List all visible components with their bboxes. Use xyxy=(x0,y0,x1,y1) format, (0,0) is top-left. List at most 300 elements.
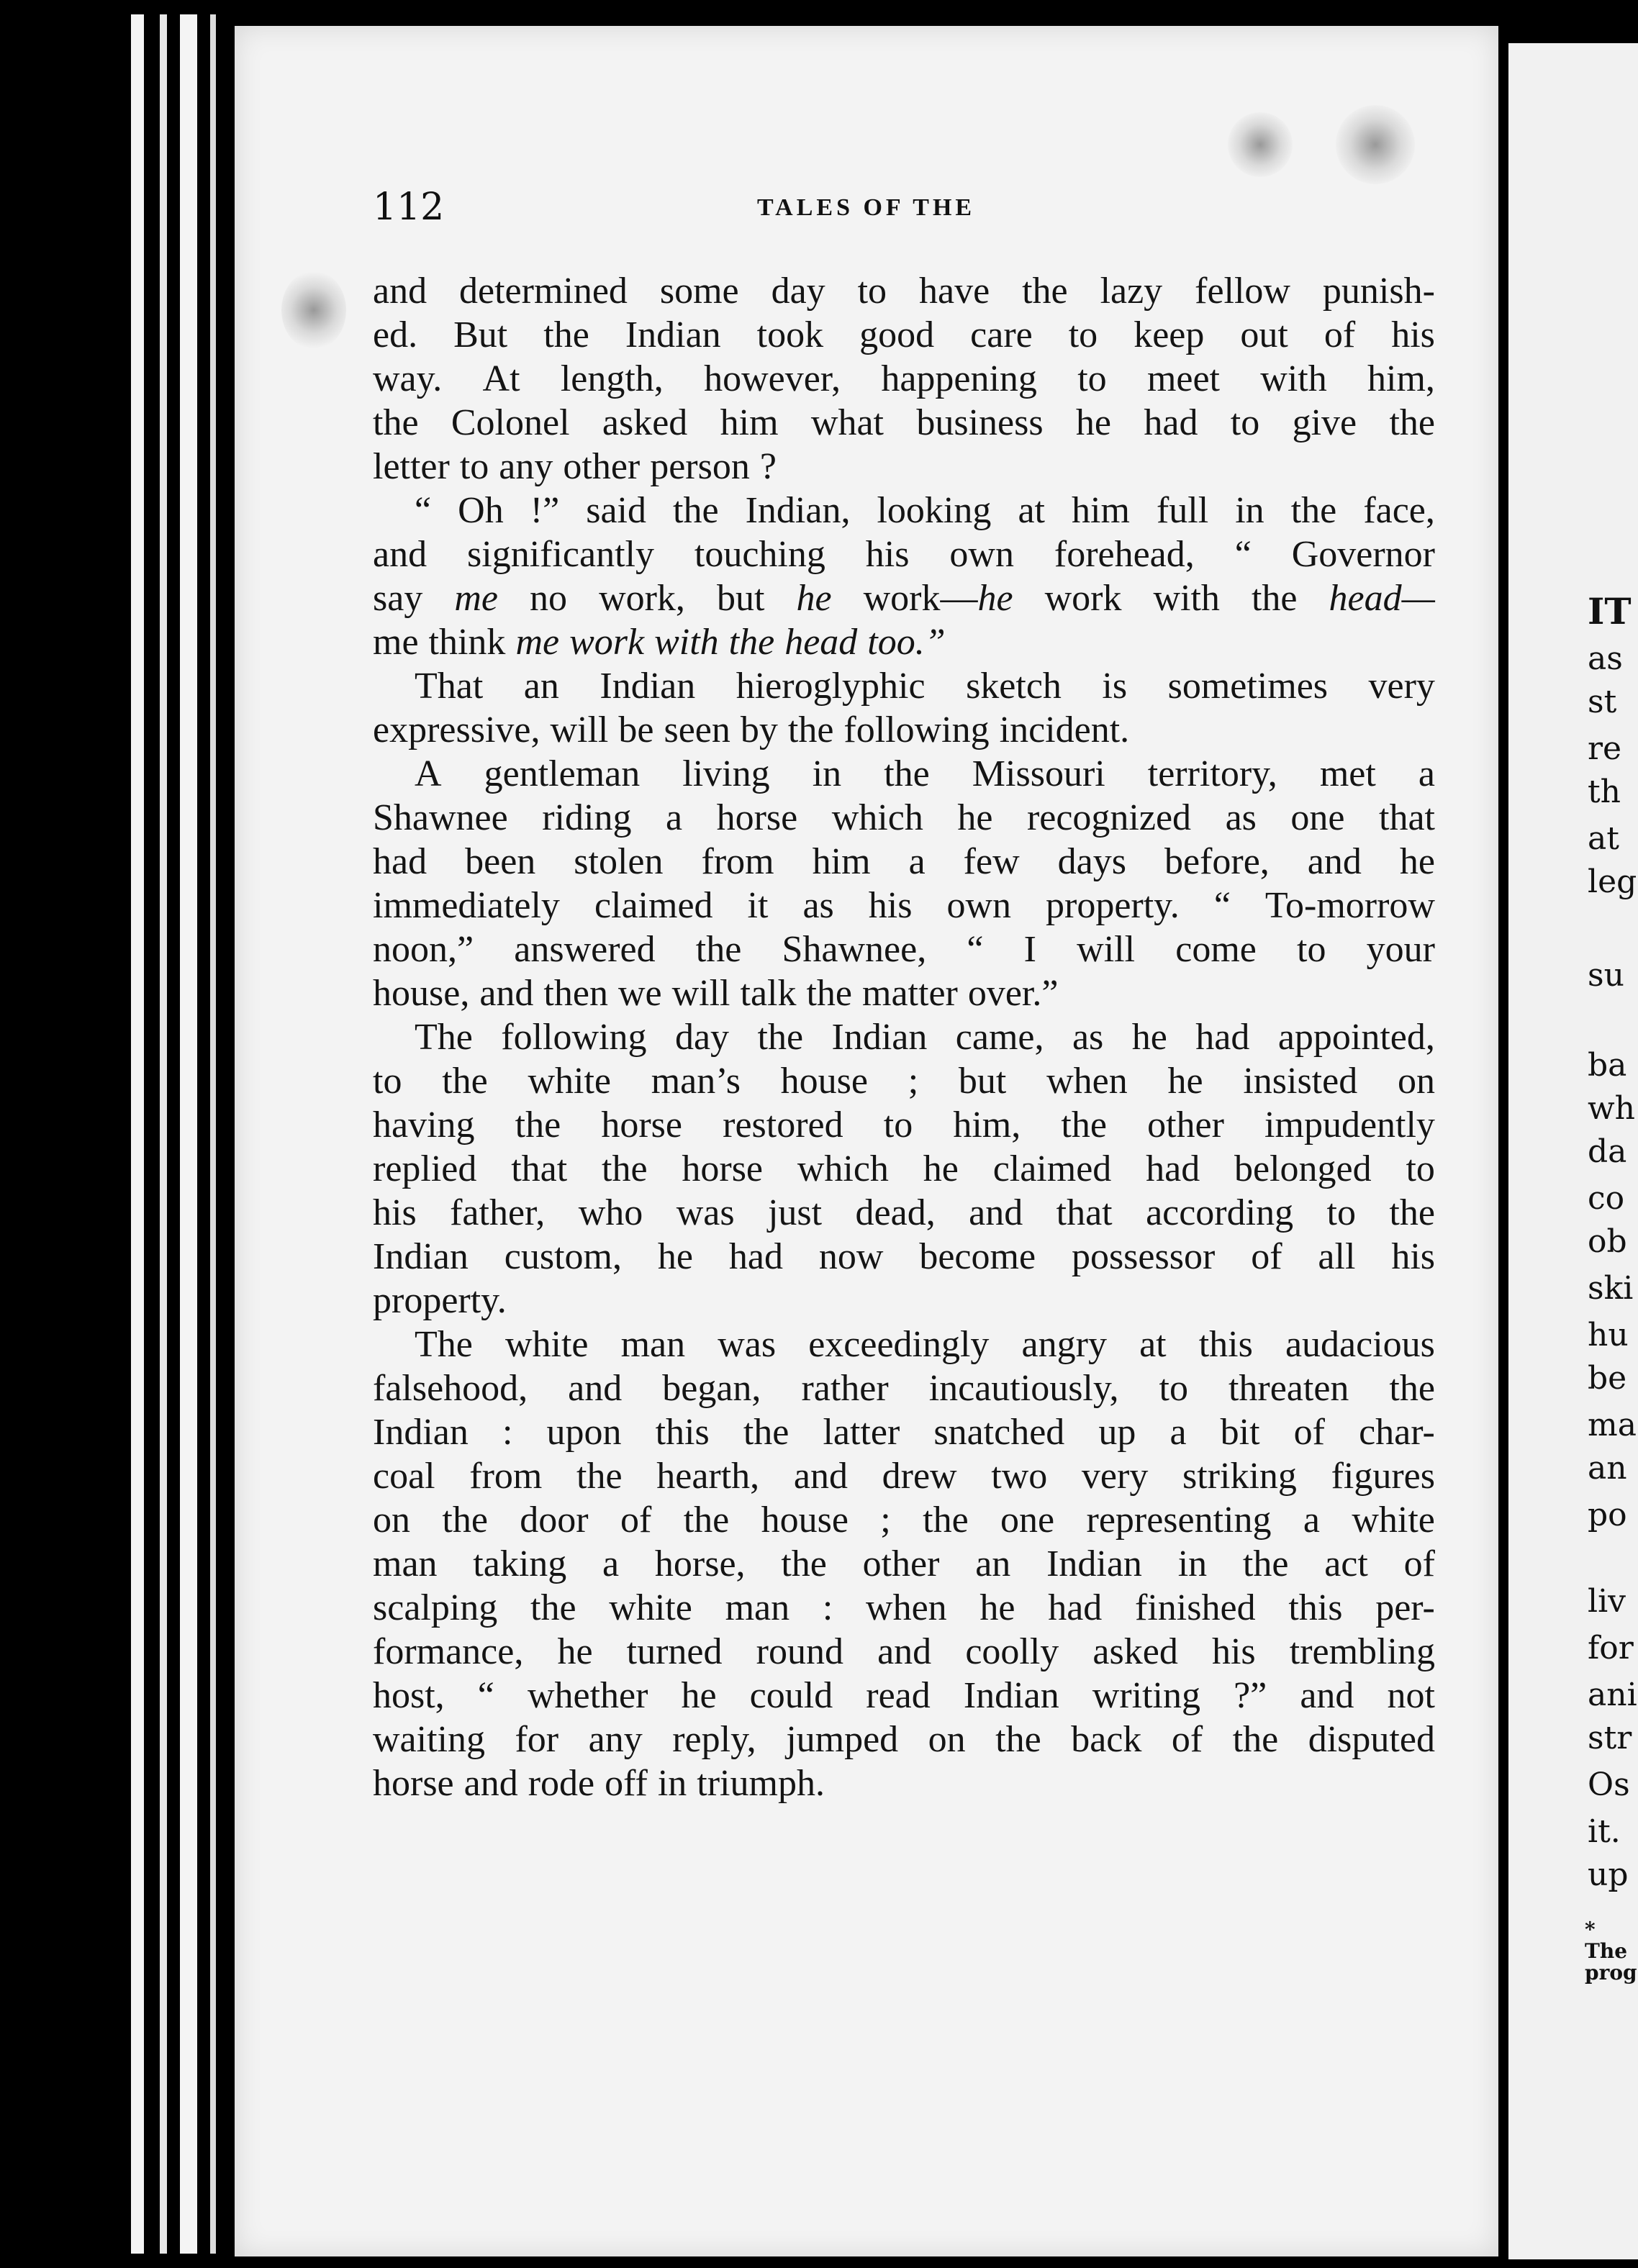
facing-page-fragment: IT xyxy=(1588,590,1632,632)
text-line xyxy=(373,1586,1435,1630)
word: to xyxy=(459,446,489,487)
word: hieroglyphic xyxy=(736,666,926,707)
word: very xyxy=(1368,666,1435,707)
word: was xyxy=(676,1192,735,1233)
word: belonged xyxy=(1234,1148,1372,1189)
word: me xyxy=(373,622,419,663)
word: asked xyxy=(602,402,688,443)
word: Indian xyxy=(599,666,696,707)
word: the xyxy=(576,1456,623,1497)
word: : xyxy=(502,1412,513,1453)
word: property. xyxy=(373,1280,507,1321)
word: care xyxy=(970,314,1033,355)
word: the xyxy=(1242,1543,1289,1584)
word: which xyxy=(797,1148,889,1189)
text-line xyxy=(373,489,1435,532)
word: one xyxy=(1290,797,1345,838)
text-line xyxy=(373,1454,1435,1498)
facing-page-fragment: hu xyxy=(1588,1317,1629,1353)
word: have xyxy=(919,271,990,312)
word: been xyxy=(465,841,536,882)
text-line xyxy=(373,1103,1435,1147)
word: face, xyxy=(1363,490,1435,531)
word: of xyxy=(1171,1719,1203,1760)
word: looking xyxy=(877,490,992,531)
word: on xyxy=(373,1500,410,1541)
text-line xyxy=(373,752,1435,796)
word: having xyxy=(373,1104,475,1146)
word: At xyxy=(482,358,520,399)
word: lazy xyxy=(1100,271,1163,312)
word: dead, xyxy=(855,1192,936,1233)
word: him xyxy=(1072,490,1130,531)
word: will xyxy=(671,973,730,1014)
word: in xyxy=(1177,1543,1208,1584)
word: following xyxy=(501,1017,647,1058)
word: just xyxy=(767,1192,823,1233)
word: few xyxy=(963,841,1020,882)
word: as xyxy=(802,885,834,926)
word: horse, xyxy=(654,1543,746,1584)
word: property. xyxy=(1046,885,1180,926)
word: but xyxy=(716,578,765,619)
word: Missouri xyxy=(972,753,1105,794)
word: off xyxy=(605,1763,648,1804)
word: very xyxy=(1081,1456,1149,1497)
word: talk xyxy=(740,973,797,1014)
word: latter xyxy=(823,1412,900,1453)
word: : xyxy=(822,1587,833,1628)
word: the xyxy=(995,1719,1041,1760)
word: ; xyxy=(880,1500,891,1541)
page-edge-stripe xyxy=(160,14,167,2254)
word: when xyxy=(1046,1061,1128,1102)
word: to xyxy=(1068,314,1098,355)
word: That xyxy=(415,666,484,707)
word: rode xyxy=(528,1763,595,1804)
word: any xyxy=(588,1719,643,1760)
word: head— xyxy=(1329,578,1435,619)
text-line xyxy=(373,1718,1435,1761)
word: finished xyxy=(1135,1587,1256,1628)
word: the xyxy=(1389,1368,1435,1409)
word: horse xyxy=(682,1148,764,1189)
word: will xyxy=(1077,929,1136,970)
word: but xyxy=(958,1061,1007,1102)
body-text xyxy=(373,269,1435,1805)
word: and xyxy=(463,1763,518,1804)
word: rather xyxy=(801,1368,889,1409)
facing-page-fragment: ski xyxy=(1588,1270,1634,1307)
word: horse xyxy=(601,1104,682,1146)
word: the xyxy=(515,1104,561,1146)
word: Governor xyxy=(1291,534,1435,575)
word: jumped xyxy=(786,1719,899,1760)
word: had xyxy=(1146,1148,1200,1189)
word: the xyxy=(673,490,719,531)
word: door xyxy=(520,1500,589,1541)
facing-page-fragment: ob xyxy=(1588,1223,1627,1260)
facing-page-fragment: up xyxy=(1588,1856,1629,1893)
text-line xyxy=(373,269,1435,313)
word: person xyxy=(650,446,750,487)
word: other xyxy=(563,446,641,487)
word: was xyxy=(718,1324,777,1365)
word: touching xyxy=(694,534,825,575)
word: at xyxy=(1018,490,1045,531)
facing-page-fragment: * xyxy=(1585,1918,1596,1941)
word: for xyxy=(515,1719,559,1760)
word: Oh xyxy=(458,490,504,531)
word: this xyxy=(1288,1587,1343,1628)
word: head xyxy=(784,622,858,663)
word: the xyxy=(1251,578,1298,619)
word: and xyxy=(479,973,534,1014)
word: letter xyxy=(373,446,450,487)
word: which xyxy=(831,797,923,838)
word: took xyxy=(756,314,824,355)
word: forehead, xyxy=(1054,534,1195,575)
word: this xyxy=(1198,1324,1253,1365)
word: with xyxy=(1260,358,1327,399)
word: taking xyxy=(473,1543,567,1584)
word: exceedingly xyxy=(808,1324,990,1365)
word: is xyxy=(1102,666,1128,707)
word: two xyxy=(991,1456,1048,1497)
word: began, xyxy=(662,1368,761,1409)
word: triumph. xyxy=(697,1763,825,1804)
word: host, xyxy=(373,1675,445,1716)
facing-page-fragment: ani xyxy=(1588,1677,1637,1713)
word: work xyxy=(1044,578,1122,619)
word: I xyxy=(1023,929,1036,970)
word: we xyxy=(617,973,662,1014)
word: the xyxy=(728,622,775,663)
word: stolen xyxy=(574,841,664,882)
word: ; xyxy=(908,1061,919,1102)
left-page xyxy=(235,26,1498,2256)
word: sketch xyxy=(966,666,1062,707)
word: had xyxy=(373,841,427,882)
word: Colonel xyxy=(451,402,570,443)
word: and xyxy=(877,1631,932,1672)
word: But xyxy=(453,314,508,355)
word: “ xyxy=(477,1675,494,1716)
word: meet xyxy=(1146,358,1221,399)
word: whether xyxy=(527,1675,648,1716)
word: determined xyxy=(459,271,628,312)
word: angry xyxy=(1021,1324,1107,1365)
word: house xyxy=(761,1500,849,1541)
word: incautiously, xyxy=(928,1368,1119,1409)
word: the xyxy=(743,1412,789,1453)
word: a xyxy=(1169,1412,1187,1453)
word: read xyxy=(866,1675,931,1716)
facing-page-fragment: re xyxy=(1588,730,1622,767)
text-line xyxy=(373,840,1435,884)
word: from xyxy=(469,1456,543,1497)
ink-smudge xyxy=(1228,112,1293,177)
word: Indian xyxy=(373,1412,469,1453)
word: his xyxy=(868,885,913,926)
word: own xyxy=(946,885,1012,926)
text-line xyxy=(373,1761,1435,1805)
word: then xyxy=(543,973,608,1014)
page-edge-stripe xyxy=(210,14,216,2254)
word: A xyxy=(415,753,442,794)
word: man xyxy=(725,1587,790,1628)
word: to xyxy=(1159,1368,1188,1409)
word: according xyxy=(1146,1192,1294,1233)
word: fellow xyxy=(1195,271,1290,312)
word: man xyxy=(620,1324,686,1365)
word: seen xyxy=(664,709,730,750)
word: day xyxy=(771,271,825,312)
word: with xyxy=(654,622,719,663)
word: the xyxy=(442,1500,488,1541)
word: following xyxy=(843,709,990,750)
word: round xyxy=(756,1631,843,1672)
word: writing xyxy=(1092,1675,1200,1716)
word: he xyxy=(1131,1017,1167,1058)
word: of xyxy=(1323,314,1356,355)
word: punish- xyxy=(1322,271,1435,312)
word: char- xyxy=(1359,1412,1435,1453)
word: by xyxy=(740,709,778,750)
text-line xyxy=(373,1498,1435,1542)
text-line xyxy=(373,664,1435,708)
word: “ xyxy=(415,490,432,531)
text-line xyxy=(373,445,1435,489)
word: before, xyxy=(1164,841,1270,882)
word: to xyxy=(1230,402,1260,443)
facing-page-fragment: it. xyxy=(1588,1813,1621,1850)
word: to xyxy=(1077,358,1107,399)
word: on xyxy=(1397,1061,1435,1102)
word: his xyxy=(865,534,910,575)
facing-page-fragment: at xyxy=(1588,820,1619,857)
word: possessor xyxy=(1071,1236,1216,1277)
word: the xyxy=(787,709,834,750)
word: the xyxy=(373,402,419,443)
word: Shawnee xyxy=(373,797,508,838)
word: Shawnee, xyxy=(782,929,927,970)
facing-page-fragment: wh xyxy=(1588,1090,1635,1127)
word: he xyxy=(923,1148,959,1189)
facing-page-fragment: leg xyxy=(1588,863,1637,900)
word: now xyxy=(818,1236,884,1277)
word: impudently xyxy=(1264,1104,1435,1146)
word: and xyxy=(1300,1675,1354,1716)
word: a xyxy=(665,797,683,838)
word: his xyxy=(373,1192,417,1233)
text-line xyxy=(373,796,1435,840)
word: the xyxy=(757,1017,804,1058)
word: he xyxy=(657,1236,693,1277)
word: that xyxy=(511,1148,568,1189)
facing-page-fragment: th xyxy=(1588,774,1621,810)
facing-page-fragment: as xyxy=(1588,640,1623,677)
word: give xyxy=(1292,402,1357,443)
word: he xyxy=(1075,402,1112,443)
text-line xyxy=(373,1235,1435,1279)
word: that xyxy=(1056,1192,1113,1233)
text-line xyxy=(373,1542,1435,1586)
word: own xyxy=(949,534,1014,575)
word: all xyxy=(1318,1236,1356,1277)
word: came, xyxy=(955,1017,1044,1058)
word: he xyxy=(557,1631,593,1672)
word: will xyxy=(550,709,609,750)
word: the xyxy=(695,929,742,970)
word: as xyxy=(1072,1017,1104,1058)
word: days xyxy=(1057,841,1126,882)
word: a xyxy=(1418,753,1435,794)
word: he xyxy=(979,1587,1015,1628)
word: too.” xyxy=(867,622,946,663)
word: the xyxy=(1061,1104,1107,1146)
word: ?” xyxy=(1234,1675,1267,1716)
word: Indian xyxy=(373,1236,469,1277)
word: striking xyxy=(1182,1456,1297,1497)
word: he xyxy=(681,1675,717,1716)
word: a xyxy=(1303,1500,1320,1541)
word: white xyxy=(528,1061,611,1102)
word: house, xyxy=(373,973,470,1014)
word: other xyxy=(1147,1104,1224,1146)
word: incident. xyxy=(999,709,1130,750)
word: he xyxy=(1399,841,1435,882)
word: trembling xyxy=(1289,1631,1435,1672)
word: threaten xyxy=(1228,1368,1349,1409)
word: To-morrow xyxy=(1264,885,1435,926)
word: had xyxy=(1144,402,1198,443)
word: white xyxy=(504,1324,589,1365)
word: the xyxy=(806,973,853,1014)
word: that xyxy=(1379,797,1435,838)
word: man xyxy=(373,1543,438,1584)
word: say xyxy=(373,578,423,619)
text-line xyxy=(373,576,1435,620)
text-line xyxy=(373,1059,1435,1103)
word: be xyxy=(618,709,654,750)
text-line xyxy=(373,1674,1435,1718)
word: Indian, xyxy=(745,490,851,531)
word: full xyxy=(1156,490,1209,531)
ink-smudge xyxy=(1336,105,1415,184)
facing-page-fragment: for xyxy=(1588,1630,1634,1666)
word: living xyxy=(682,753,770,794)
word: keep xyxy=(1134,314,1205,355)
word: some xyxy=(659,271,739,312)
word: on xyxy=(928,1719,966,1760)
word: way. xyxy=(373,358,443,399)
word: drew xyxy=(882,1456,957,1497)
facing-page-fragment: Os xyxy=(1588,1766,1630,1803)
text-line xyxy=(373,884,1435,927)
word: audacious xyxy=(1285,1324,1435,1365)
word: it xyxy=(747,885,769,926)
word: to xyxy=(857,271,887,312)
word: him xyxy=(812,841,871,882)
word: The xyxy=(415,1017,473,1058)
word: he xyxy=(796,578,832,619)
text-line xyxy=(373,1366,1435,1410)
word: work—he xyxy=(863,578,1013,619)
word: him xyxy=(720,402,779,443)
word: work, xyxy=(599,578,685,619)
text-line xyxy=(373,1630,1435,1674)
word: Indian xyxy=(963,1675,1059,1716)
word: upon xyxy=(546,1412,622,1453)
word: waiting xyxy=(373,1719,485,1760)
word: one xyxy=(1000,1500,1055,1541)
facing-page-fragment: su xyxy=(1588,957,1624,994)
word: had xyxy=(1195,1017,1250,1058)
word: horse xyxy=(373,1763,454,1804)
word: of xyxy=(1293,1412,1325,1453)
word: however, xyxy=(704,358,841,399)
word: from xyxy=(701,841,774,882)
word: the xyxy=(602,1148,648,1189)
word: work xyxy=(569,622,645,663)
word: who xyxy=(578,1192,643,1233)
word: the xyxy=(884,753,930,794)
facing-page-fragment: po xyxy=(1588,1497,1627,1533)
word: length, xyxy=(560,358,664,399)
word: he xyxy=(957,797,993,838)
word: noon,” xyxy=(373,929,474,970)
page-header xyxy=(235,186,1498,229)
word: coal xyxy=(373,1456,435,1497)
word: what xyxy=(810,402,884,443)
word: good xyxy=(859,314,935,355)
word: immediately xyxy=(373,885,560,926)
word: in xyxy=(1235,490,1264,531)
facing-page-fragment: da xyxy=(1588,1133,1627,1170)
text-line xyxy=(373,927,1435,971)
facing-page-fragment: prog xyxy=(1585,1961,1637,1984)
word: think xyxy=(428,622,506,663)
text-line xyxy=(373,532,1435,576)
word: him, xyxy=(953,1104,1021,1146)
word: to xyxy=(883,1104,913,1146)
word: this xyxy=(655,1412,710,1453)
word: sometimes xyxy=(1167,666,1329,707)
word: and xyxy=(373,271,427,312)
word: bit xyxy=(1220,1412,1260,1453)
word: to xyxy=(1297,929,1326,970)
word: the xyxy=(1022,271,1068,312)
word: he xyxy=(1167,1061,1203,1102)
word: the xyxy=(1389,1192,1435,1233)
word: day xyxy=(674,1017,730,1058)
word: said xyxy=(586,490,646,531)
book-gutter xyxy=(1498,0,1508,2268)
word: Indian xyxy=(1046,1543,1142,1584)
word: the xyxy=(683,1500,730,1541)
word: the xyxy=(442,1061,488,1102)
word: replied xyxy=(373,1148,477,1189)
text-line xyxy=(373,708,1435,752)
word: insisted xyxy=(1243,1061,1358,1102)
word: and xyxy=(373,534,427,575)
word: the xyxy=(1389,402,1435,443)
word: ed. xyxy=(373,314,418,355)
facing-page-fragment: be xyxy=(1588,1360,1627,1397)
word: asked xyxy=(1092,1631,1178,1672)
word: of xyxy=(1251,1236,1282,1277)
